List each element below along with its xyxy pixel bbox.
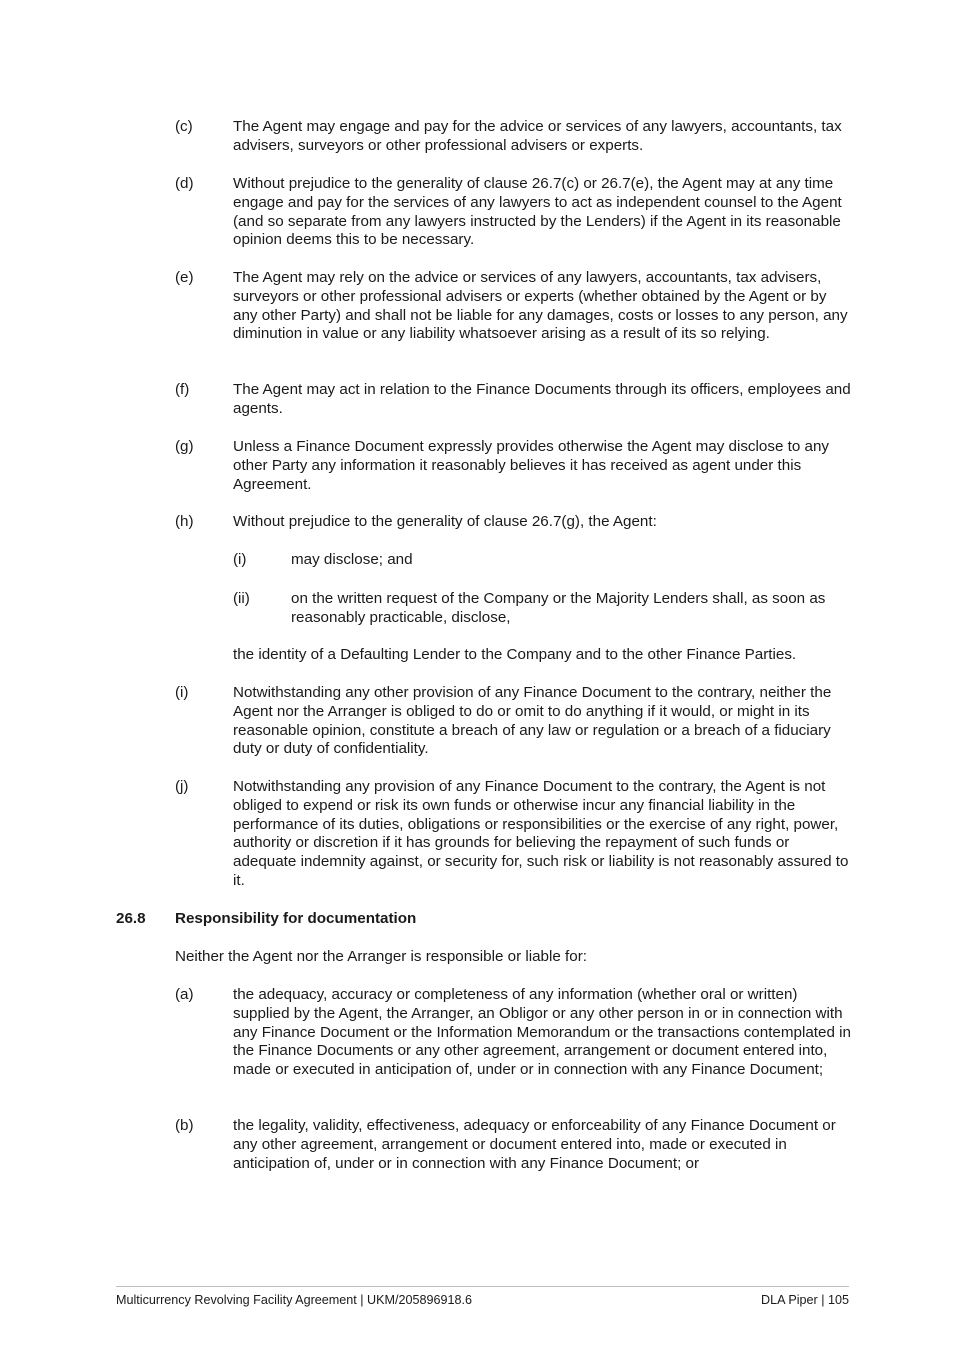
clause-label: (c) [175, 118, 193, 135]
clause-text: Without prejudice to the generality of clause 26.7(g), the Agent: [233, 513, 657, 530]
clause-label: (b) [175, 1117, 194, 1134]
clause-text: The Agent may engage and pay for the advice or services of any lawyers, accountants, tax advisers, surveyors or other professional advisers or experts. [233, 118, 842, 154]
clause-label: (d) [175, 175, 194, 192]
clause-text: Unless a Finance Document expressly provides otherwise the Agent may disclose to any other Party any information it reasonably believes it has received as agent under this Agreement. [233, 438, 829, 493]
clause-text: The Agent may act in relation to the Finance Documents through its officers, employees and agents. [233, 381, 851, 417]
clause-label: (e) [175, 269, 194, 286]
clause-label: (a) [175, 986, 194, 1003]
clause-label: (h) [175, 513, 194, 530]
section-number: 26.8 [116, 910, 146, 927]
clause-label: (j) [175, 778, 189, 795]
clause-label: (g) [175, 438, 194, 455]
subclause-text: on the written request of the Company or the Majority Lenders shall, as soon as reasonably practicable, disclose, [291, 590, 826, 626]
clause-text: The Agent may rely on the advice or services of any lawyers, accountants, tax advisers, surveyors or other professional advisers or experts (whether obtained by the Agent or by any other Party) and shall not be liable for any damages, costs or losses to any person, any diminution in value or any liability whatsoever arising as a result of its so relying. [233, 269, 848, 343]
clause-text: Without prejudice to the generality of clause 26.7(c) or 26.7(e), the Agent may at any time engage and pay for the services of any lawyers to act as independent counsel to the Agent (and so separate from any lawyers instructed by the Lenders) if the Agent in its reasonable opinion deems this to be necessary. [233, 175, 842, 249]
section-title: Responsibility for documentation [175, 910, 417, 927]
clause-label: (i) [175, 684, 189, 701]
footer-page-number: DLA Piper | 105 [761, 1293, 849, 1307]
clause-text: the adequacy, accuracy or completeness of any information (whether oral or written) supplied by the Agent, the Arranger, an Obligor or any other person in or in connection with any Finance Document or the Information Memorandum or the transactions contemplated in the Finance Documents or any other agreement, arrangement or document entered into, made or executed in anticipation of, under or in connection with any Finance Document; [233, 986, 851, 1079]
subclause-text: may disclose; and [291, 551, 413, 568]
clause-label: (f) [175, 381, 190, 398]
subclause-label: (i) [233, 551, 247, 568]
clause-text: the legality, validity, effectiveness, adequacy or enforceability of any Finance Document or any other agreement, arrangement or document entered into, made or executed in anticipation of, under or in connection with any Finance Document; or [233, 1117, 836, 1172]
footer-divider [116, 1286, 849, 1287]
clause-text: Notwithstanding any other provision of any Finance Document to the contrary, neither the Agent nor the Arranger is obliged to do or omit to do anything if it would, or might in its reasonable opinion, constitute a breach of any law or regulation or a breach of a fiduciary duty or duty of confidentiality. [233, 684, 832, 758]
clause-tail-text: the identity of a Defaulting Lender to the Company and to the other Finance Parties. [233, 646, 797, 663]
clause-text: Notwithstanding any provision of any Finance Document to the contrary, the Agent is not obliged to expend or risk its own funds or otherwise incur any financial liability in the performance of its duties, obligations or responsibilities or the exercise of any right, power, authority or discretion if it has grounds for believing the repayment of such funds or adequate indemnity against, or security for, such risk or liability is not reasonably assured to it. [233, 778, 849, 889]
section-intro: Neither the Agent nor the Arranger is responsible or liable for: [175, 948, 587, 965]
subclause-label: (ii) [233, 590, 250, 607]
footer-document-reference: Multicurrency Revolving Facility Agreement | UKM/205896918.6 [116, 1293, 473, 1307]
